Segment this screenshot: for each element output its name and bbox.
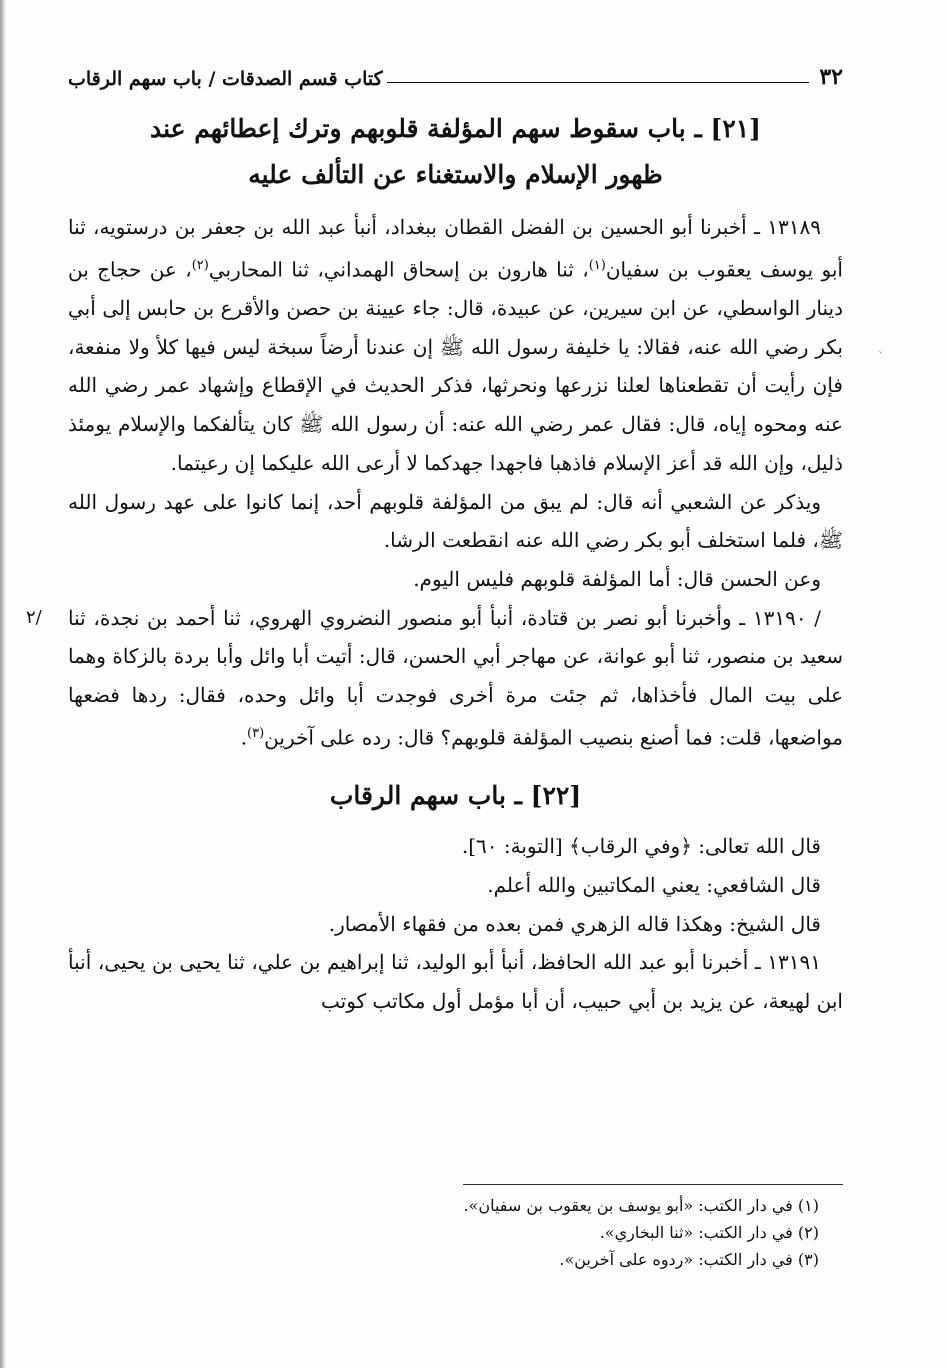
shafii-line: قال الشافعي: يعني المكاتبين والله أعلم.	[487, 872, 821, 897]
page-content	[26, 56, 844, 1021]
footnotes	[68, 1192, 843, 1273]
running-title: كتاب قسم الصدقات / باب سهم الرقاب	[68, 68, 383, 90]
hadith-13189	[68, 208, 843, 483]
page-binding-shadow	[0, 0, 6, 1368]
footnote-rule	[463, 1184, 843, 1185]
shabi-text: ويذكر عن الشعبي أنه قال: لم يبق من المؤلفة قلوبهم أحد، إنما كانوا على عهد رسول الله ﷺ، فلما استخلف أبو بكر رضي الله عنه انقطعت الرشا.	[68, 489, 843, 553]
running-header	[68, 56, 843, 90]
hadith-13191	[68, 943, 843, 1020]
footnote-ref-1[interactable]: (١)	[588, 257, 606, 273]
footnote-ref-2[interactable]: (٢)	[191, 257, 209, 273]
shaykh-line: قال الشيخ: وهكذا قاله الزهري فمن بعده من فقهاء الأمصار.	[328, 911, 821, 936]
header-rule	[387, 82, 810, 83]
hadith-13189-text-a: ١٣١٨٩ ـ أخبرنا أبو الحسين بن الفضل القطان ببغداد، أنبأ عبد الله بن جعفر بن درستويه، ثنا أبو يوسف يعقوب بن سفيان	[68, 215, 843, 282]
hadith-13190-text-b: .	[240, 725, 248, 750]
hasan-text: وعن الحسن قال: أما المؤلفة قلوبهم فليس اليوم.	[413, 566, 821, 591]
footnote-3: (٣) في دار الكتب: «ردوه على آخرين».	[559, 1250, 819, 1269]
footnote-ref-3[interactable]: (٣)	[247, 725, 265, 741]
hadith-13190	[26, 599, 843, 757]
chapter-21-title-line-2: ظهور الإسلام والاستغناء عن التألف عليه	[248, 160, 663, 189]
page-number: ٣٢	[819, 64, 843, 90]
hadith-13189-text-b: ، ثنا هارون بن إسحاق الهمداني، ثنا المحاربي	[208, 257, 589, 282]
hadith-13191-text: ١٣١٩١ ـ أخبرنا أبو عبد الله الحافظ، أنبأ أبو الوليد، ثنا إبراهيم بن علي، ثنا يحيى بن يحيى، أنبأ ابن لهيعة، عن يزيد بن أبي حبيب، أن أبا مؤمل أول مكاتب كوتب	[68, 950, 843, 1013]
shabi-paragraph	[68, 483, 843, 560]
quran-verse-line: قال الله تعالى: ﴿وفي الرقاب﴾ [التوبة: ٦٠].	[461, 834, 821, 859]
footnote-1: (١) في دار الكتب: «أبو يوسف بن يعقوب بن سفيان».	[463, 1196, 819, 1215]
hasan-paragraph	[68, 560, 843, 599]
chapter-22-title: [٢٢] ـ باب سهم الرقاب	[329, 781, 582, 811]
hadith-13190-text-a: / ١٣١٩٠ ـ وأخبرنا أبو نصر بن قتادة، أنبأ أبو منصور النضروي الهروي، ثنا أحمد بن نجدة، ثنا سعيد بن منصور، ثنا أبو عوانة، عن مهاجر أبي الحسن، قال: أتيت أبا وائل وأبا بردة بالزكاة وهما على بيت المال فأخذاها، ثم جئت مرة أخرى فوجدت أبا وائل وحده، فقال: ردها فضعها مواضعها، قلت: فما أصنع بنصيب المؤلفة قلوبهم؟ قال: رده على آخرين	[68, 605, 843, 750]
margin-volume-mark: ٢/	[26, 606, 42, 628]
footnote-2: (٢) في دار الكتب: «ثنا البخاري».	[599, 1223, 819, 1242]
chapter-21-title-line-1: [٢١] ـ باب سقوط سهم المؤلفة قلوبهم وترك إعطائهم عند	[149, 114, 762, 143]
verse-block	[68, 827, 843, 943]
hadith-13189-text-c: ، عن حجاج بن دينار الواسطي، عن ابن سيرين، عن عبيدة، قال: جاء عيينة بن حصن والأقرع بن حابس إلى أبي بكر رضي الله عنه، فقالا: يا خليفة رسول الله ﷺ إن عندنا أرضاً سبخة ليس فيها كلأ ولا منفعة، فإن رأيت أن تقطعناها لعلنا نزرعها ونحرثها، فذكر الحديث في الإقطاع وإشهاد عمر رضي الله عنه ومحوه إياه، قال: فقال عمر رضي الله عنه: أن رسول الله ﷺ كان يتألفكما والإسلام يومئذ ذليل، وإن الله قد أعز الإسلام فاذهبا فاجهدا جهدكما لا أرعى الله عليكما إن رعيتما.	[68, 257, 844, 475]
stray-mark: ˋ	[878, 350, 884, 364]
